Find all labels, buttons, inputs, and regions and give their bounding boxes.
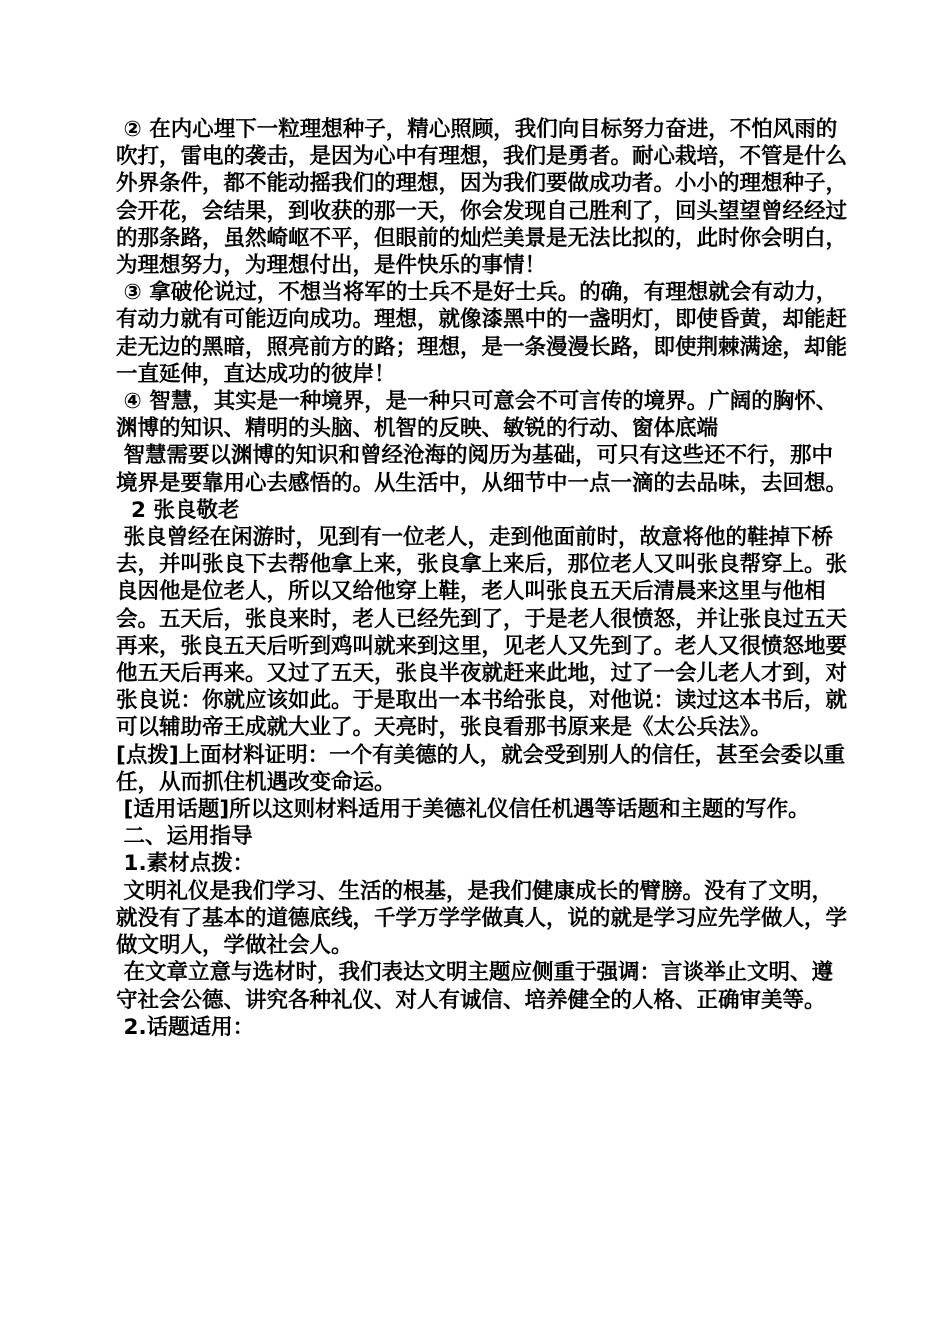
document-page [116,116,850,1041]
paragraph-civility: 文明礼仪是我们学习、生活的根基，是我们健康成长的臂膀。没有了文明，就没有了基本的道德底线，千学万学学做真人，说的就是学习应先学做人，学做文明人，学做社会人。 [116,878,848,959]
paragraph-applicable-topics: [适用话题]所以这则材料适用于美德礼仪信任机遇等话题和主题的写作。 [116,797,810,823]
paragraph-ideal-seed: ② 在内心埋下一粒理想种子，精心照顾，我们向目标努力奋进，不怕风雨的吹打，雷电的袭击，是因为心中有理想，我们是勇者。耐心栽培，不管是什么外界条件，都不能动摇我们的理想，因为我们要做成功者。小小的理想种子，会开花，会结果，到收获的那一天，你会发现自己胜利了，回头望望曾经经过的那条路，虽然崎岖不平，但眼前的灿烂美景是无法比拟的，此时你会明白，为理想努力，为理想付出，是件快乐的事情！ [116,117,848,279]
paragraph-wisdom-foundation: 智慧需要以渊博的知识和曾经沧海的阅历为基础，可只有这些还不行，那中境界是要靠用心去感悟的。从生活中，从细节中一点一滴的去品味，去回想。 [116,443,848,496]
subheading-topic-application: 2.话题适用： [116,1014,255,1040]
section-heading-zhangliang: 2 张良敬老 [116,497,240,523]
paragraph-napoleon: ③ 拿破伦说过，不想当将军的士兵不是好士兵。的确，有理想就会有动力，有动力就有可能迈向成功。理想，就像漆黑中的一盏明灯，即使昏黄，却能赶走无边的黑暗，照亮前方的路；理想，是一条漫漫长路，即使荆棘满途，却能一直延伸，直达成功的彼岸！ [116,280,848,387]
paragraph-wisdom: ④ 智慧，其实是一种境界，是一种只可意会不可言传的境界。广阔的胸怀、渊博的知识、精明的头脑、机智的反映、敏锐的行动、窗体底端 [116,389,838,442]
paragraph-theme-emphasis: 在文章立意与选材时，我们表达文明主题应侧重于强调：言谈举止文明、遵守社会公德、讲究各种礼仪、对人有诚信、培养健全的人格、正确审美等。 [116,960,834,1013]
paragraph-dianbo: [点拨]上面材料证明：一个有美德的人，就会受到别人的信任，甚至会委以重任，从而抓住机遇改变命运。 [116,742,846,795]
section-heading-guidance: 二、运用指导 [116,824,253,850]
paragraph-zhangliang-story: 张良曾经在闲游时，见到有一位老人，走到他面前时，故意将他的鞋掉下桥去，并叫张良下去帮他拿上来，张良拿上来后，那位老人又叫张良帮穿上。张良因他是位老人，所以又给他穿上鞋，老人叫张良五天后清晨来这里与他相会。五天后，张良来时，老人已经先到了，于是老人很愤怒，并让张良过五天再来，张良五天后听到鸡叫就来到这里，见老人又先到了。老人又很愤怒地要他五天后再来。又过了五天，张良半夜就赶来此地，过了一会儿老人才到，对张良说：你就应该如此。于是取出一本书给张良，对他说：读过这本书后，就可以辅助帝王成就大业了。天亮时，张良看那书原来是《太公兵法》。 [116,525,848,741]
subheading-material-tips: 1.素材点拨： [116,851,255,877]
